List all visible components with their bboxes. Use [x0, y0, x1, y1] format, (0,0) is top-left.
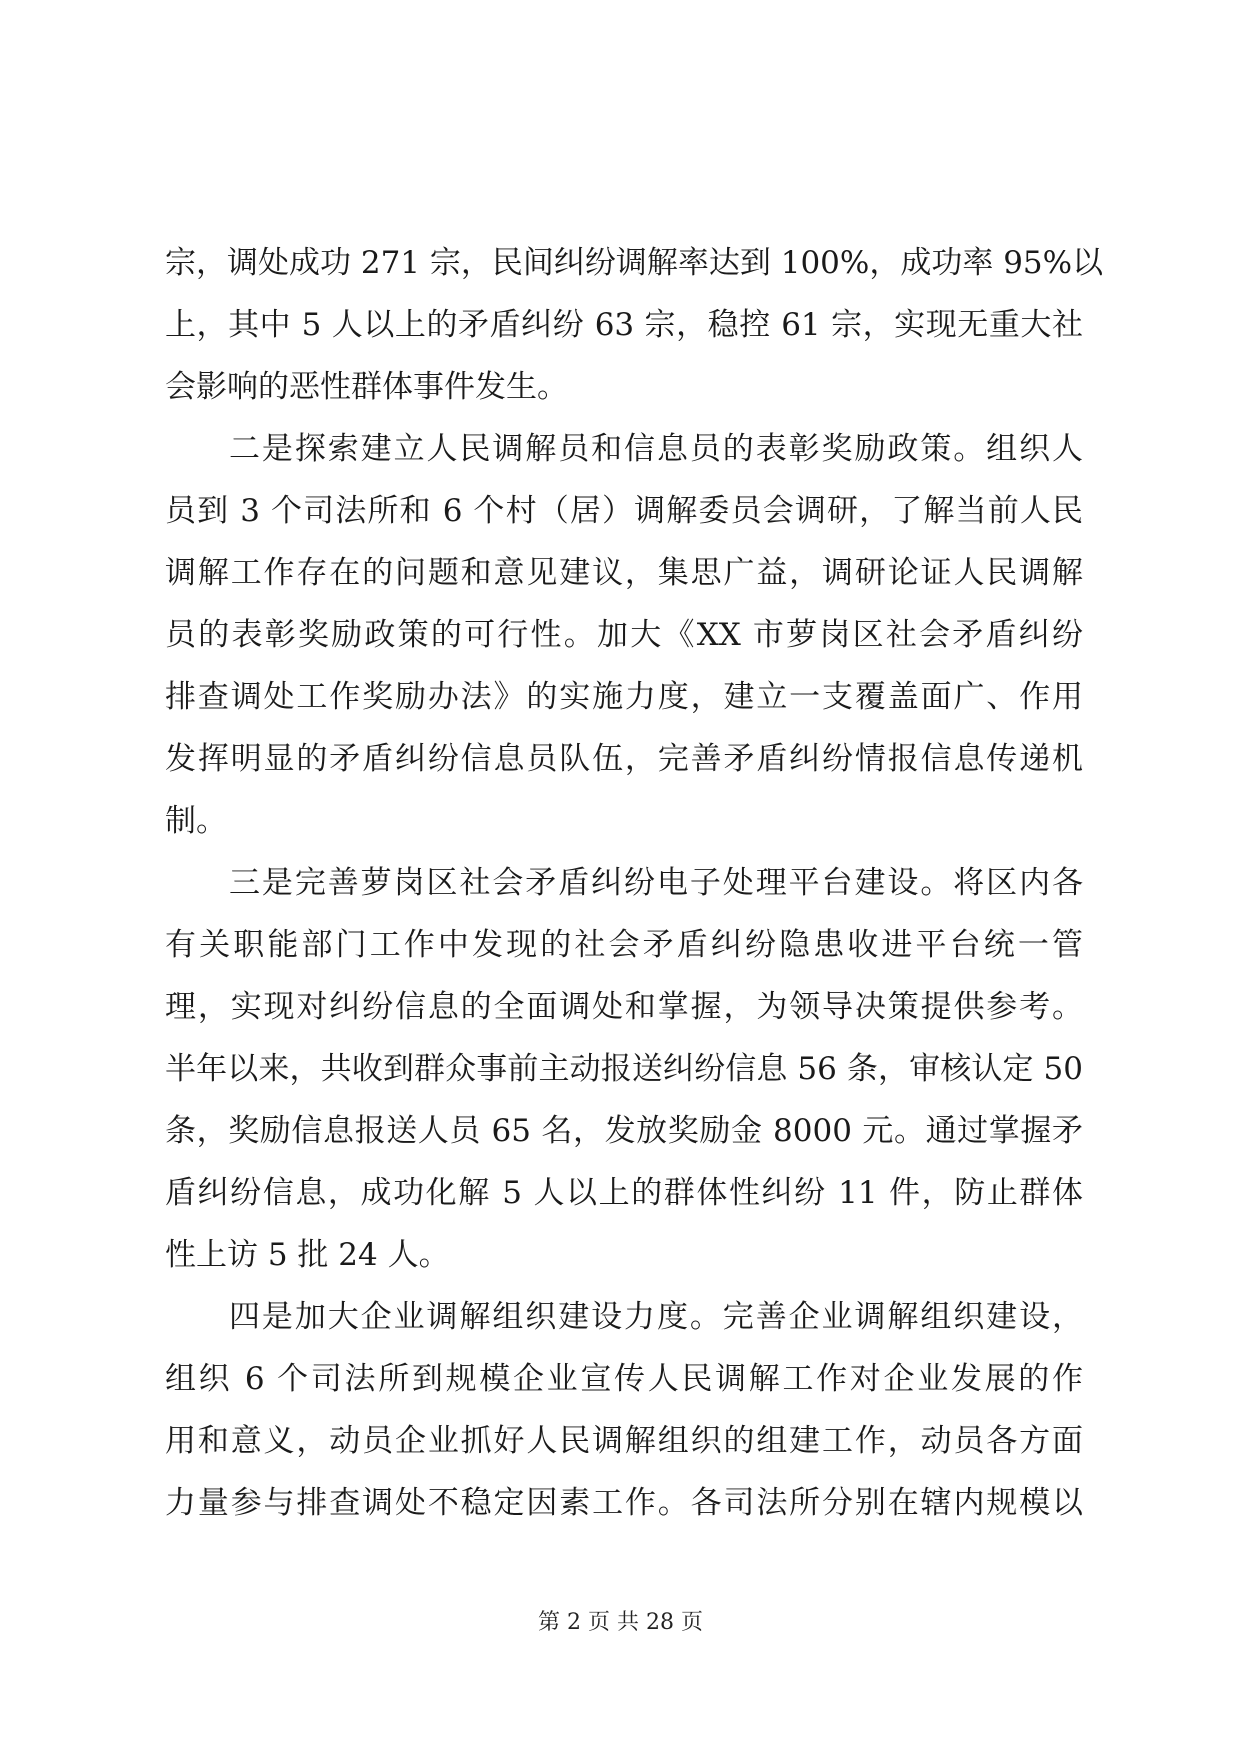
text-line: 员的表彰奖励政策的可行性。加大《XX 市萝岗区社会矛盾纠纷	[165, 617, 1083, 653]
paragraph-1	[165, 232, 1104, 418]
text-line: 性上访 5 批 24 人。	[165, 1237, 450, 1273]
text-line: 发挥明显的矛盾纠纷信息员队伍，完善矛盾纠纷情报信息传递机	[165, 741, 1083, 777]
text-line: 宗，调处成功 271 宗，民间纠纷调解率达到 100%，成功率 95%以	[165, 245, 1104, 281]
text-line: 上，其中 5 人以上的矛盾纠纷 63 宗，稳控 61 宗，实现无重大社	[165, 307, 1083, 343]
text-line: 二是探索建立人民调解员和信息员的表彰奖励政策。组织人	[229, 431, 1083, 467]
text-line: 条，奖励信息报送人员 65 名，发放奖励金 8000 元。通过掌握矛	[165, 1113, 1083, 1149]
text-line: 四是加大企业调解组织建设力度。完善企业调解组织建设，	[229, 1299, 1083, 1335]
paragraph-4	[165, 1286, 1083, 1534]
text-line: 用和意义，动员企业抓好人民调解组织的组建工作，动员各方面	[165, 1423, 1083, 1459]
text-line: 有关职能部门工作中发现的社会矛盾纠纷隐患收进平台统一管	[165, 927, 1083, 963]
text-line: 会影响的恶性群体事件发生。	[165, 369, 568, 405]
text-line: 制。	[165, 803, 227, 839]
paragraph-3	[165, 852, 1083, 1286]
text-line: 半年以来，共收到群众事前主动报送纠纷信息 56 条，审核认定 50	[165, 1051, 1083, 1087]
document-body	[165, 232, 1104, 1534]
page-number-label: 第 2 页 共 28 页	[538, 1610, 703, 1635]
text-line: 盾纠纷信息，成功化解 5 人以上的群体性纠纷 11 件，防止群体	[165, 1175, 1083, 1211]
text-line: 排查调处工作奖励办法》的实施力度，建立一支覆盖面广、作用	[165, 679, 1083, 715]
page-footer	[0, 1605, 1241, 1636]
text-line: 员到 3 个司法所和 6 个村（居）调解委员会调研，了解当前人民	[165, 493, 1083, 529]
text-line: 组织 6 个司法所到规模企业宣传人民调解工作对企业发展的作	[165, 1361, 1083, 1397]
paragraph-2	[165, 418, 1083, 852]
text-line: 三是完善萝岗区社会矛盾纠纷电子处理平台建设。将区内各	[229, 865, 1083, 901]
text-line: 理，实现对纠纷信息的全面调处和掌握，为领导决策提供参考。	[165, 989, 1083, 1025]
text-line: 调解工作存在的问题和意见建议，集思广益，调研论证人民调解	[165, 555, 1083, 591]
text-line: 力量参与排查调处不稳定因素工作。各司法所分别在辖内规模以	[165, 1485, 1083, 1521]
